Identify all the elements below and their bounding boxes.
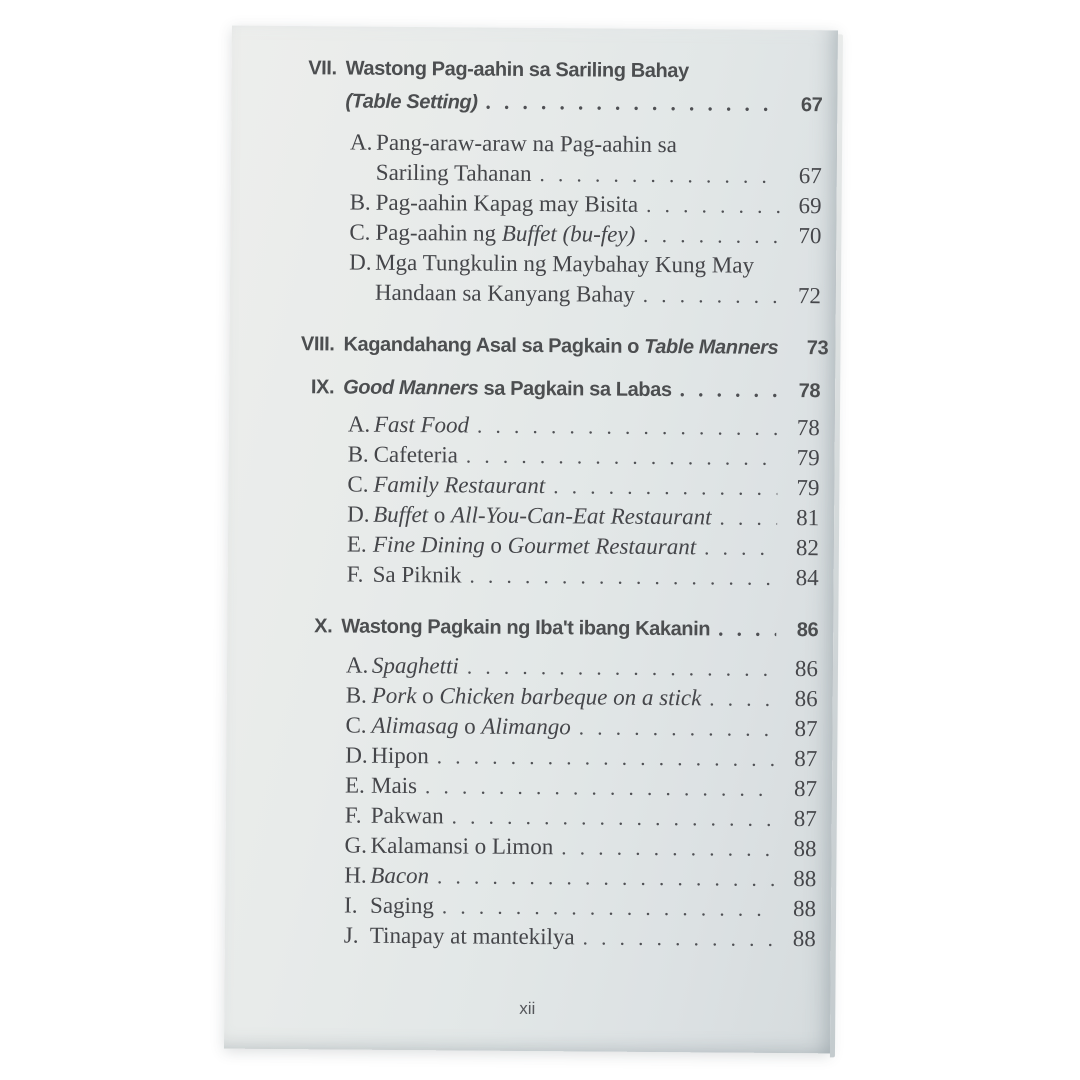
entry-letter: D. [345,742,368,768]
section-heading-row [229,327,829,365]
section-heading-row [227,609,818,647]
dot-leader [425,771,775,804]
dot-leader [704,532,777,563]
entry-text-segment: All-You-Can-Eat Restaurant [451,502,712,530]
dot-leader [646,190,780,221]
toc-entry [225,860,816,895]
entry-text [371,771,417,801]
entry-page-number: 86 [794,686,818,712]
entry-page-number: 82 [795,535,820,561]
entry-letter: A. [347,411,371,437]
entry-text-segment: Mais [370,772,418,799]
section-title-segment: Kagandahang Asal sa Pagkain o [343,333,645,358]
toc-section [229,327,829,365]
entry-text [375,248,754,281]
toc-entry-continuation [230,277,821,312]
entry-text-segment: Alimango [481,713,571,740]
entry-text [371,801,444,832]
toc-entry [229,439,820,474]
entry-page-number: 81 [796,505,820,531]
entry-page-number: 87 [794,716,818,742]
entry-text [373,530,696,563]
entry-page-number: 78 [796,415,820,441]
entry-text [370,921,575,953]
entry-text-segment: Saging [370,892,435,919]
toc-section [228,370,821,594]
toc-entry [229,409,820,444]
toc-section [225,609,819,955]
book-page [224,26,838,1054]
section-numeral [231,107,336,108]
entry-text-segment: o [484,532,508,558]
entry-page-number: 86 [794,656,819,682]
entry-page-number: 88 [793,866,817,892]
entry-letter: H. [344,862,367,888]
entry-letter: I. [344,892,358,918]
section-numeral: X. [314,615,333,638]
entry-text-segment: Tinapay at mantekilya [369,922,575,950]
dot-leader [467,651,776,683]
section-title-segment: Wastong Pagkain ng Iba't ibang Kakanin [341,615,711,641]
entry-text-segment: Gourmet Restaurant [507,532,697,560]
section-page-number: 67 [800,94,823,117]
section-title [343,372,672,407]
entry-text-segment: Kalamansi o Limon [370,832,554,860]
section-page-number: 78 [798,380,821,403]
entry-text [372,681,702,714]
section-title [343,329,778,364]
entry-text-segment: Pakwan [370,802,444,829]
entry-letter: F. [346,561,364,587]
entry-letter: D. [347,501,370,527]
entry-text-segment: Sariling Tahanan [375,159,532,186]
dot-leader [719,502,777,532]
dot-leader [469,561,776,593]
entry-page-number: 67 [798,163,822,189]
entry-text [374,410,469,441]
entry-page-number: 87 [794,746,818,772]
toc-entry [227,650,818,685]
entry-text-segment: Fast Food [373,411,470,438]
entry-page-number: 72 [797,283,822,309]
entry-text-segment: Fine Dining [372,531,485,558]
entry-page-number: 79 [796,445,820,471]
section-title-segment: Good Manners [343,376,479,400]
page-number-footer: xii [519,998,536,1019]
dot-leader [709,683,776,714]
section-heading-continuation [231,84,822,122]
entry-text [373,470,545,501]
dot-leader [561,832,775,864]
dot-leader [437,861,774,894]
toc-entry [231,127,822,162]
entry-text-segment: Family Restaurant [373,471,546,499]
section-numeral: VIII. [300,333,335,356]
section-title-segment: (Table Setting) [345,90,478,114]
entry-text [370,861,429,891]
toc-entry [228,499,819,534]
dot-leader [437,741,776,774]
section-heading-row [232,52,823,89]
entry-letter: B. [345,682,367,708]
entry-page-number: 79 [796,475,820,501]
toc-entry [226,800,817,835]
entry-text-segment: Chicken barbeque on a stick [439,683,702,711]
entry-letter: G. [344,832,368,858]
dot-leader [583,922,774,954]
entry-text [374,440,459,471]
entry-text-segment: o [458,713,482,739]
section-title-segment: Wastong Pag-aahin sa Sariling Bahay [345,57,689,83]
toc-items [225,650,818,955]
entry-text [373,560,462,591]
entry-letter: F. [344,802,362,828]
dot-leader [679,373,778,407]
entry-text-segment: Bacon [370,862,430,889]
section-title [341,610,710,645]
section-numeral: VII. [308,57,337,80]
entry-text [370,891,434,922]
dot-leader [485,86,780,121]
toc-entry [228,559,819,594]
entry-page-number: 70 [798,223,822,249]
section-page-number: 73 [806,337,829,360]
entry-letter: E. [344,772,365,798]
section-page-number: 86 [796,619,819,642]
entry-page-number: 88 [793,836,817,862]
entry-text [372,651,459,682]
entry-letter: B. [347,441,369,467]
entry-text-segment: Buffet [373,501,429,528]
toc-entry [227,680,818,715]
section-numeral: IX. [310,376,335,399]
dot-leader [579,712,776,744]
entry-text-segment: Handaan sa Kanyang Bahay [374,279,635,307]
entry-letter: J. [343,922,359,948]
entry-text-segment: Buffet (bu-fey) [501,220,636,247]
section-title [346,53,689,88]
toc-entry [231,187,822,222]
toc-entry [228,529,819,564]
entry-letter: B. [349,189,371,215]
entry-page-number: 87 [793,806,817,832]
entry-page-number: 69 [798,193,822,219]
toc-entry [226,710,817,745]
section-heading-row [229,370,820,408]
entry-text-segment: o [428,502,452,528]
dot-leader [643,280,779,311]
entry-text-segment: Spaghetti [371,652,459,679]
entry-text-segment: Hipon [371,742,429,769]
entry-text-segment: Pag-aahin Kapag may Bisita [375,189,639,217]
section-title [345,86,477,119]
dot-leader [452,801,775,834]
entry-text [376,128,677,160]
entry-text [371,711,571,743]
toc-entry [226,770,817,805]
entry-letter: C. [345,712,367,738]
entry-text-segment: o [416,683,440,709]
entry-letter: C. [347,471,369,497]
entry-page-number: 87 [793,776,818,802]
entry-text [376,158,532,189]
entry-text-segment: Pork [371,682,417,709]
entry-text-segment: Alimasag [371,712,459,739]
dot-leader [466,440,778,472]
section-title-segment: sa Pagkain sa Labas [478,377,672,402]
entry-letter: A. [350,129,373,155]
entry-letter: D. [349,249,372,275]
entry-text [375,278,635,310]
toc-entry [226,740,817,775]
entry-text-segment: Pag-aahin ng [375,219,502,246]
dot-leader [553,471,777,503]
toc [224,26,838,1054]
toc-items [228,409,820,594]
dot-leader [643,220,779,251]
section-title-segment: Table Manners [644,335,779,359]
toc-entry [225,920,816,955]
entry-letter: C. [349,219,371,245]
entry-text [373,500,712,533]
entry-page-number: 84 [795,565,819,591]
entry-text [371,741,429,771]
dot-leader [539,159,779,191]
entry-text-segment: Pang-araw-araw na Pag-aahin sa [375,129,677,158]
toc-entry [228,469,819,504]
entry-letter: A. [345,652,369,678]
entry-text-segment: Sa Piknik [372,561,462,588]
toc-entry [225,830,816,865]
toc-items [230,127,822,312]
toc-entry [230,217,821,252]
dot-leader [477,411,778,443]
toc-entry-continuation [231,157,822,192]
toc-entry [225,890,816,925]
entry-text [370,831,553,862]
entry-text-segment: Mga Tungkulin ng Maybahay Kung May [375,249,755,278]
entry-text [375,218,635,250]
entry-text [376,188,639,220]
entry-text-segment: Cafeteria [373,441,459,468]
entry-page-number: 88 [792,896,817,922]
dot-leader [718,612,776,645]
dot-leader [442,891,774,924]
toc-section [230,52,823,312]
entry-letter: E. [346,531,367,557]
toc-entry [230,247,821,282]
entry-page-number: 88 [792,926,816,952]
